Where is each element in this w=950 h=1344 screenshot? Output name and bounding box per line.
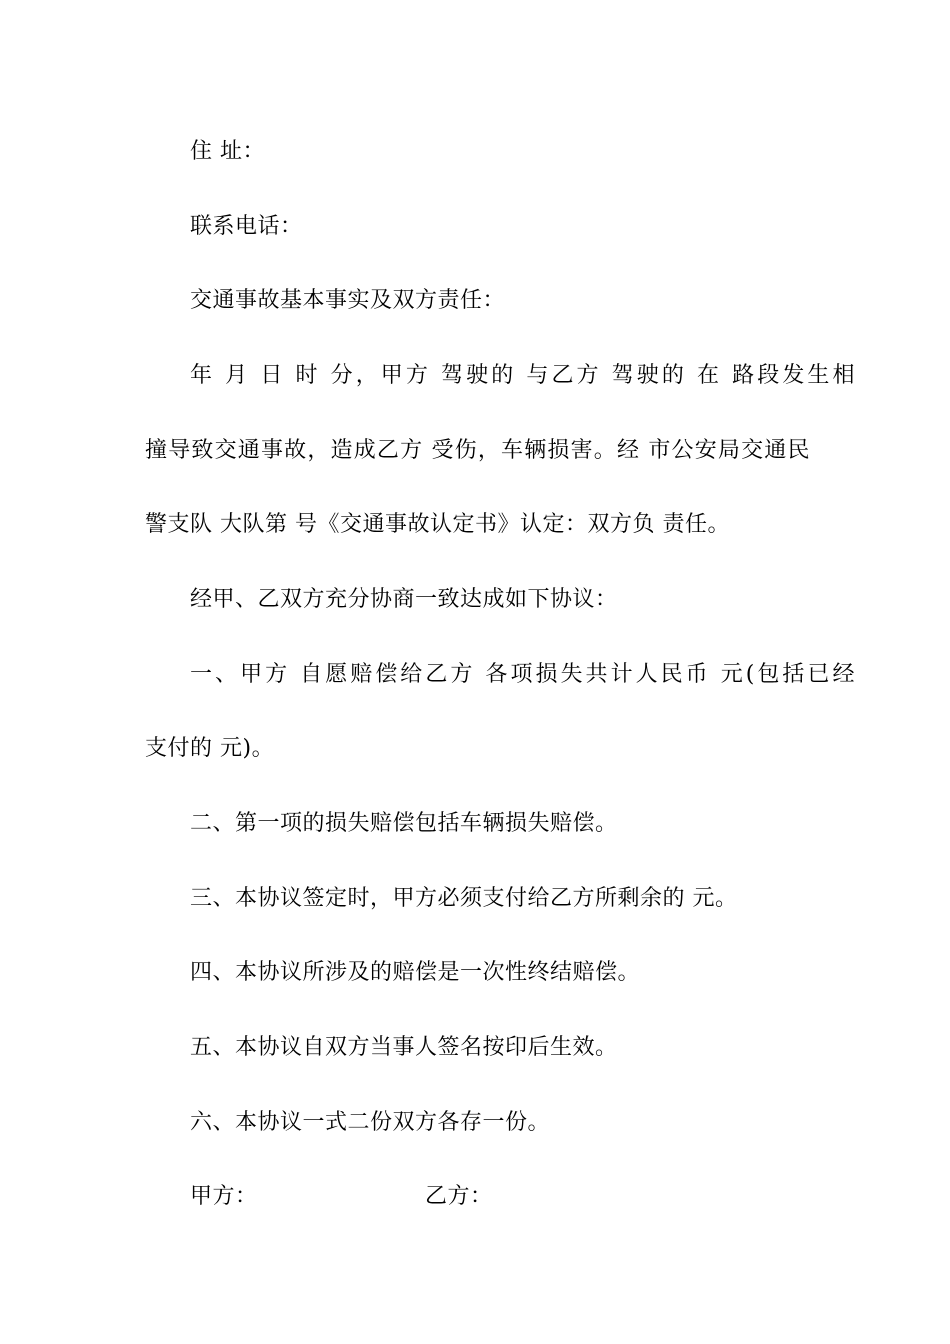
phone-line: 联系电话： xyxy=(190,214,303,239)
clause-5: 五、本协议自双方当事人签名按印后生效。 xyxy=(190,1035,618,1060)
party-b-signature-label: 乙方： xyxy=(425,1184,493,1209)
accident-facts-heading: 交通事故基本事实及双方责任： xyxy=(190,288,506,313)
clause-1-line-1: 一、甲方 自愿赔偿给乙方 各项损失共计人民币 元(包括已经 xyxy=(190,662,855,687)
address-line: 住 址： xyxy=(190,139,265,164)
clause-1-line-2: 支付的 元)。 xyxy=(145,736,275,761)
party-a-signature-label: 甲方： xyxy=(190,1184,258,1209)
accident-facts-line-3: 警支队 大队第 号《交通事故认定书》认定：双方负 责任。 xyxy=(145,512,730,537)
clause-3: 三、本协议签定时，甲方必须支付给乙方所剩余的 元。 xyxy=(190,886,738,911)
accident-facts-line-1: 年 月 日 时 分，甲方 驾驶的 与乙方 驾驶的 在 路段发生相 xyxy=(190,363,855,388)
clause-2: 二、第一项的损失赔偿包括车辆损失赔偿。 xyxy=(190,811,618,836)
agreement-intro: 经甲、乙双方充分协商一致达成如下协议： xyxy=(190,587,618,612)
clause-6: 六、本协议一式二份双方各存一份。 xyxy=(190,1110,551,1135)
accident-facts-line-2: 撞导致交通事故，造成乙方 受伤，车辆损害。经 市公安局交通民 xyxy=(145,438,810,463)
clause-4: 四、本协议所涉及的赔偿是一次性终结赔偿。 xyxy=(190,960,641,985)
